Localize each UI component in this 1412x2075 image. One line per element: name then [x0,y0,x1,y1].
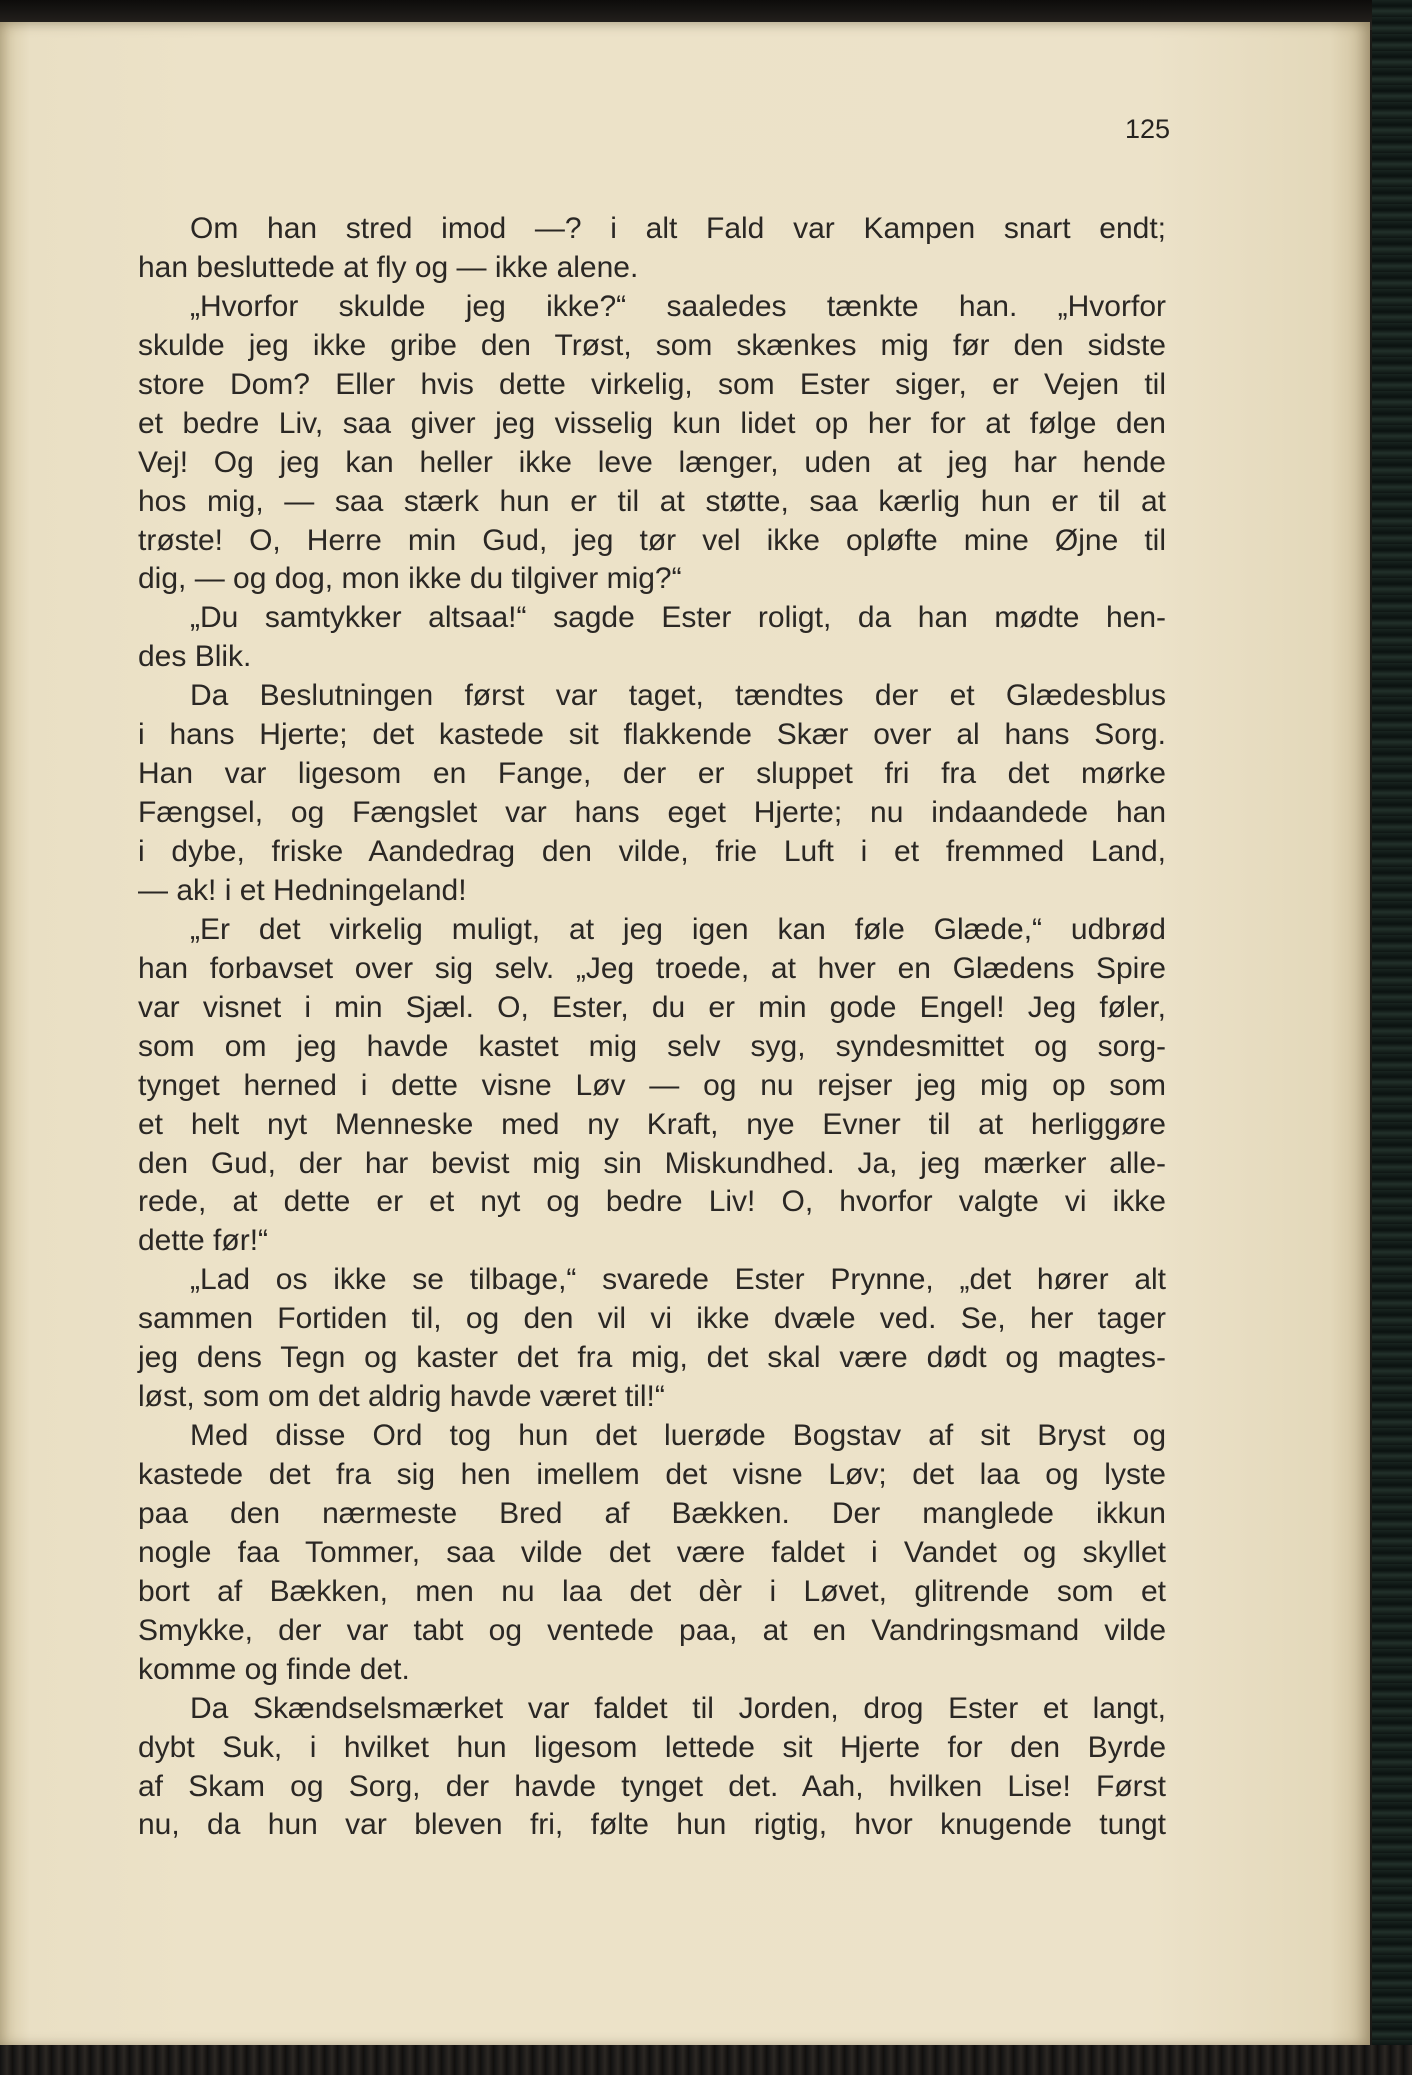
text-line: som om jeg havde kastet mig selv syg, syndesmittet og sorg- [138,1029,1166,1063]
text-line: dette før!“ [138,1224,269,1258]
text-line: af Skam og Sorg, der havde tynget det. Aah, hvilken Lise! Først [138,1769,1166,1803]
text-line: rede, at dette er et nyt og bedre Liv! O, hvorfor valgte vi ikke [138,1185,1166,1219]
scan-border-right [1372,0,1412,2075]
book-page [0,22,1370,2047]
text-line: bort af Bækken, men nu laa det dèr i Løvet, glitrende som et [138,1574,1166,1608]
text-line: des Blik. [138,640,252,674]
text-line: Smykke, der var tabt og ventede paa, at en Vandringsmand vilde [138,1613,1166,1647]
page-number: 125 [1124,114,1170,144]
text-line: store Dom? Eller hvis dette virkelig, som Ester siger, er Vejen til [138,367,1166,401]
text-line: paa den nærmeste Bred af Bækken. Der manglede ikkun [138,1496,1166,1530]
text-line: sammen Fortiden til, og den vil vi ikke dvæle ved. Se, her tager [138,1302,1166,1336]
text-line: jeg dens Tegn og kaster det fra mig, det skal være dødt og magtes- [138,1341,1166,1375]
text-line: dig, — og dog, mon ikke du tilgiver mig?“ [138,562,682,596]
text-line: tynget herned i dette visne Løv — og nu rejser jeg mig op som [138,1068,1166,1102]
text-line: komme og finde det. [138,1652,410,1686]
text-line: trøste! O, Herre min Gud, jeg tør vel ikke opløfte mine Øjne til [138,523,1166,557]
text-line: han forbavset over sig selv. „Jeg troede, at hver en Glædens Spire [138,951,1166,985]
text-line: nogle faa Tommer, saa vilde det være faldet i Vandet og skyllet [138,1535,1166,1569]
text-line: nu, da hun var bleven fri, følte hun rigtig, hvor knugende tungt [138,1808,1166,1842]
text-line: „Hvorfor skulde jeg ikke?“ saaledes tænkte han. „Hvorfor [190,289,1166,323]
text-line: skulde jeg ikke gribe den Trøst, som skænkes mig før den sidste [138,328,1166,362]
text-line: Han var ligesom en Fange, der er sluppet fri fra det mørke [138,757,1166,791]
text-line: „Du samtykker altsaa!“ sagde Ester roligt, da han mødte hen- [190,601,1166,635]
text-line: var visnet i min Sjæl. O, Ester, du er min gode Engel! Jeg føler, [138,990,1166,1024]
text-line: den Gud, der har bevist mig sin Miskundhed. Ja, jeg mærker alle- [138,1146,1166,1180]
text-line: et bedre Liv, saa giver jeg visselig kun lidet op her for at følge den [138,406,1166,440]
body-text [138,210,1166,1845]
text-line: Med disse Ord tog hun det luerøde Bogstav af sit Bryst og [190,1419,1166,1453]
text-line: Da Skændselsmærket var faldet til Jorden, drog Ester et langt, [190,1691,1166,1725]
text-line: „Er det virkelig muligt, at jeg igen kan føle Glæde,“ udbrød [190,912,1166,946]
text-line: kastede det fra sig hen imellem det visne Løv; det laa og lyste [138,1458,1166,1491]
text-line: et helt nyt Menneske med ny Kraft, nye Evner til at herliggøre [138,1107,1166,1141]
text-line: han besluttede at fly og — ikke alene. [138,250,639,284]
text-line: i hans Hjerte; det kastede sit flakkende Skær over al hans Sorg. [138,718,1166,752]
text-line: Da Beslutningen først var taget, tændtes der et Glædesblus [190,679,1166,713]
text-line: Om han stred imod —? i alt Fald var Kampen snart endt; [190,212,1166,245]
text-line: Fængsel, og Fængslet var hans eget Hjerte; nu indaandede han [138,796,1166,830]
text-line: løst, som om det aldrig havde været til!“ [138,1380,665,1414]
text-line: — ak! i et Hedningeland! [138,873,467,907]
text-line: „Lad os ikke se tilbage,“ svarede Ester Prynne, „det hører alt [190,1263,1166,1297]
text-line: Vej! Og jeg kan heller ikke leve længer, uden at jeg har hende [138,445,1166,479]
text-line: dybt Suk, i hvilket hun ligesom lettede sit Hjerte for den Byrde [138,1730,1166,1764]
text-line: hos mig, — saa stærk hun er til at støtte, saa kærlig hun er til at [138,484,1166,518]
scan-border-bottom [0,2045,1412,2075]
text-line: i dybe, friske Aandedrag den vilde, frie Luft i et fremmed Land, [138,835,1166,868]
